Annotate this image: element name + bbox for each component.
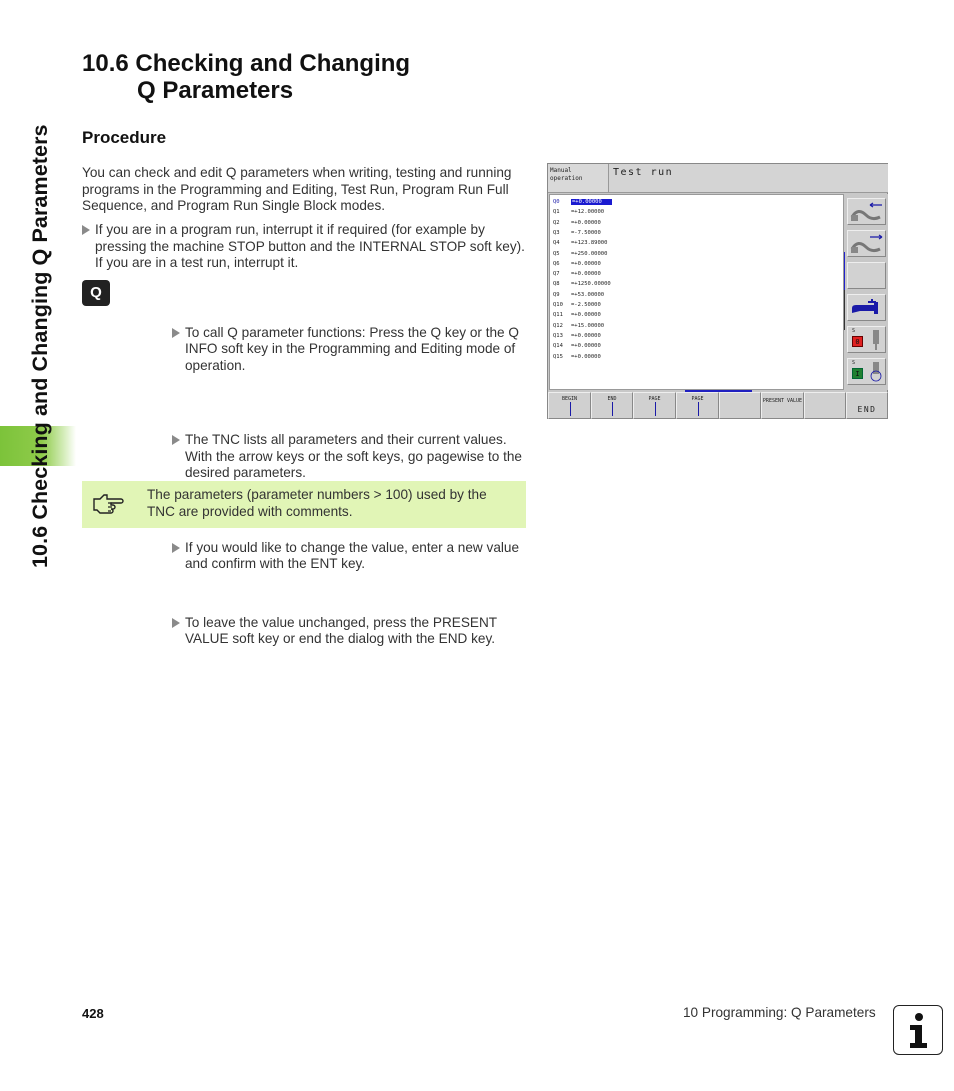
softkey-label: PAGE (691, 396, 704, 402)
param-name: Q1 (553, 209, 560, 216)
spindle-icon (870, 329, 882, 351)
softkey-end[interactable] (846, 392, 888, 419)
softkey-begin[interactable] (548, 392, 591, 419)
param-name: Q14 (553, 343, 563, 350)
param-value: =+0.00000 (571, 312, 601, 319)
triangle-bullet-icon (172, 618, 180, 628)
page-title (82, 50, 410, 104)
step-item (172, 432, 527, 482)
param-value: =-7.50000 (571, 229, 601, 236)
coolant-softkey (847, 294, 886, 321)
softkey-empty (804, 392, 846, 419)
spindle-rotate-icon (868, 361, 884, 383)
param-row (553, 280, 611, 288)
info-icon (893, 1005, 943, 1055)
param-row (553, 311, 601, 319)
param-row (553, 250, 607, 258)
param-row (553, 322, 604, 330)
page-number: 428 (82, 1006, 104, 1021)
step-item (172, 615, 527, 648)
param-row (553, 260, 601, 268)
step-text: To call Q parameter functions: Press the Q key or the Q INFO soft key in the Programming and Editing mode of operation. (185, 324, 519, 373)
triangle-bullet-icon (172, 543, 180, 553)
bullet-item (82, 222, 527, 272)
triangle-bullet-icon (82, 225, 90, 235)
param-list (549, 194, 844, 390)
param-row (553, 239, 607, 247)
param-name: Q6 (553, 260, 560, 267)
coolant-arrow-left-icon (848, 199, 885, 224)
note-text: The parameters (parameter numbers > 100) used by the TNC are provided with comments. (147, 487, 487, 519)
arrow-down-icon (612, 402, 613, 416)
coolant-right-softkey (847, 230, 886, 257)
softkey-present-value[interactable] (761, 392, 804, 419)
param-name: Q10 (553, 302, 563, 308)
softkey-page-down[interactable] (676, 392, 719, 419)
param-value: =+15.00000 (571, 322, 605, 329)
param-name: Q12 (553, 322, 563, 329)
chapter-title: 10 Programming: Q Parameters (683, 1005, 876, 1020)
softkey-label: END (607, 396, 617, 402)
param-name: Q8 (553, 281, 560, 288)
param-row (553, 198, 612, 206)
screen-title: Test run (609, 164, 888, 193)
title-line-1: 10.6 Checking and Changing (82, 50, 411, 77)
param-value: =+0.00000 (571, 271, 601, 278)
param-value: =+250.00000 (571, 250, 608, 257)
softkey-end-list[interactable] (591, 392, 633, 419)
spindle-on-icon: I (852, 368, 863, 379)
param-name: Q9 (553, 291, 560, 298)
s-label: S (852, 328, 856, 334)
triangle-bullet-icon (172, 328, 180, 338)
param-row (553, 332, 601, 340)
intro-paragraph: You can check and edit Q parameters when writing, testing and running programs in the Programming and Editing, Test Run, Program Run Full Sequence, and Program Run Single Block modes. (82, 165, 512, 213)
softkey-label: END (857, 405, 877, 414)
param-row (553, 219, 601, 227)
param-name: Q15 (553, 353, 563, 360)
param-value: =+123.89000 (571, 240, 608, 247)
info-i-glyph (894, 1006, 944, 1056)
softkey-page-up[interactable] (633, 392, 676, 419)
param-name: Q11 (553, 312, 563, 319)
spindle-off-softkey (847, 326, 886, 353)
step-item (172, 325, 527, 375)
arrow-up-icon (655, 402, 656, 416)
param-value: =+0.00000 (571, 219, 601, 226)
param-name: Q5 (553, 250, 560, 257)
step-item (172, 540, 527, 573)
side-softkeys (845, 194, 888, 390)
param-value: =-2.50000 (571, 302, 601, 308)
param-value: =+0.00000 (571, 353, 601, 360)
param-row (553, 301, 601, 309)
side-tab-title: 10.6 Checking and Changing Q Parameters (28, 124, 52, 568)
param-value: =+0.00000 (571, 260, 601, 267)
step-text: The TNC lists all parameters and their current values. With the arrow keys or the soft keys, go pagewise to the desired parameters. (185, 432, 522, 480)
softkey-label: PAGE (648, 396, 661, 402)
title-line-2: Q Parameters (137, 77, 294, 104)
param-row (553, 208, 604, 216)
note-box (82, 481, 526, 528)
param-value: =+1250.00000 (571, 281, 611, 288)
param-row (553, 291, 604, 299)
step-text: If you would like to change the value, enter a new value and confirm with the ENT key. (185, 539, 520, 571)
step-text: To leave the value unchanged, press the PRESENT VALUE soft key or end the dialog with the END key. (185, 614, 497, 646)
softkey-label: PRESENT VALUE (762, 398, 803, 404)
spindle-off-icon: 0 (852, 336, 863, 347)
section-heading: Procedure (82, 128, 167, 147)
param-name: Q7 (553, 271, 560, 278)
param-row (553, 270, 601, 278)
coolant-left-softkey (847, 198, 886, 225)
param-value: =+0.00000 (571, 199, 612, 205)
param-value: =+53.00000 (571, 291, 605, 298)
coolant-arrow-right-icon (848, 231, 885, 256)
mode-label: Manual operation (548, 164, 609, 193)
softkey-empty (719, 392, 761, 419)
pointing-hand-icon (92, 491, 124, 515)
param-name: Q13 (553, 332, 563, 339)
param-row (553, 342, 601, 350)
arrow-down-icon (698, 402, 699, 416)
param-row (553, 353, 601, 361)
bullet-text: If you are in a program run, interrupt it if required (for example by pressing the machine STOP button and the INTERNAL STOP soft key). If you are in a test run, interrupt it. (95, 222, 525, 270)
triangle-bullet-icon (172, 435, 180, 445)
empty-softkey (847, 262, 886, 289)
s-label: S (852, 360, 856, 366)
softkey-bar (548, 392, 888, 419)
param-name: Q4 (553, 240, 560, 247)
param-value: =+0.00000 (571, 332, 601, 339)
param-value: =+12.00000 (571, 209, 605, 216)
spindle-on-softkey (847, 358, 886, 385)
faucet-icon (848, 295, 885, 320)
arrow-up-icon (570, 402, 571, 416)
q-key-icon: Q (82, 280, 110, 306)
param-name: Q3 (553, 229, 560, 236)
tnc-screen-screenshot (547, 163, 888, 419)
softkey-label: BEGIN (561, 396, 578, 402)
param-value: =+0.00000 (571, 343, 601, 350)
param-row (553, 229, 601, 237)
param-name: Q0 (553, 199, 560, 205)
param-name: Q2 (553, 219, 560, 226)
